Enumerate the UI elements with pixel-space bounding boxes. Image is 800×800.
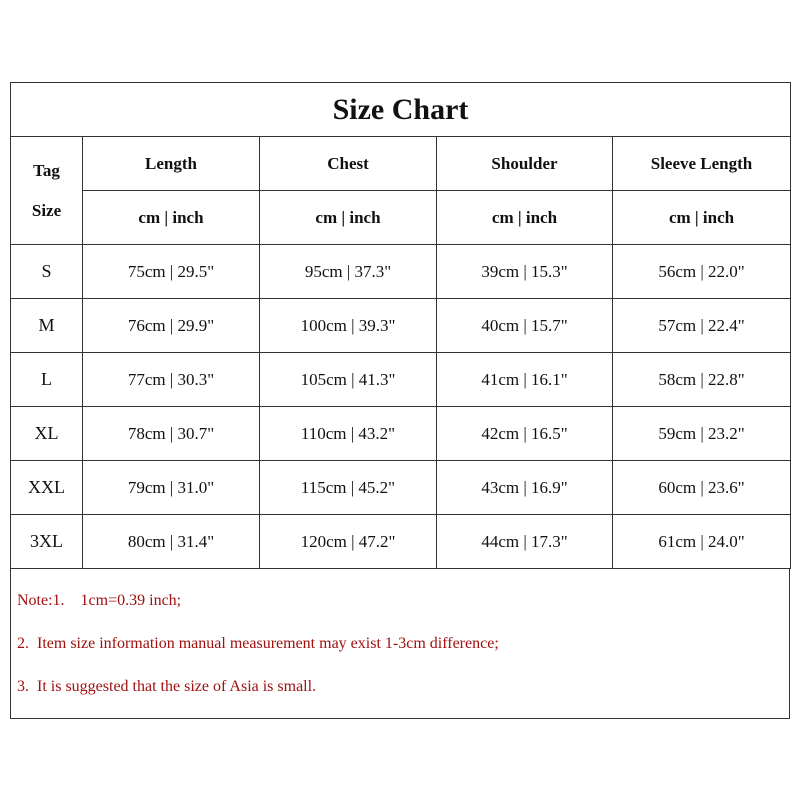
tag-size-header: [11, 137, 83, 245]
measurement-cell: 76cm | 29.9": [83, 299, 260, 353]
size-cell: M: [11, 299, 83, 353]
measurement-cell: 95cm | 37.3": [260, 245, 437, 299]
note-3: 3. It is suggested that the size of Asia is small.: [17, 678, 317, 695]
header-length: Length: [83, 137, 260, 191]
measurement-cell: 110cm | 43.2": [260, 407, 437, 461]
measurement-cell: 105cm | 41.3": [260, 353, 437, 407]
measurement-cell: 77cm | 30.3": [83, 353, 260, 407]
size-cell: 3XL: [11, 515, 83, 569]
header-sleeve-length: Sleeve Length: [613, 137, 791, 191]
measurement-cell: 78cm | 30.7": [83, 407, 260, 461]
measurement-cell: 57cm | 22.4": [613, 299, 791, 353]
unit-header: cm | inch: [260, 191, 437, 245]
measurement-cell: 60cm | 23.6": [613, 461, 791, 515]
table-row: [11, 461, 791, 515]
measurement-cell: 58cm | 22.8": [613, 353, 791, 407]
measurement-cell: 43cm | 16.9": [437, 461, 613, 515]
size-cell: S: [11, 245, 83, 299]
measurement-cell: 100cm | 39.3": [260, 299, 437, 353]
table-row: [11, 245, 791, 299]
tag-label: Tag: [33, 160, 60, 180]
notes-section: [10, 568, 790, 719]
size-cell: XL: [11, 407, 83, 461]
measurement-cell: 41cm | 16.1": [437, 353, 613, 407]
measurement-cell: 79cm | 31.0": [83, 461, 260, 515]
note-2: 2. Item size information manual measurement may exist 1-3cm difference;: [17, 635, 499, 652]
header-chest: Chest: [260, 137, 437, 191]
measurement-cell: 120cm | 47.2": [260, 515, 437, 569]
chart-title: Size Chart: [11, 83, 791, 137]
size-cell: XXL: [11, 461, 83, 515]
measurement-cell: 115cm | 45.2": [260, 461, 437, 515]
table-row: [11, 299, 791, 353]
size-chart-table: [10, 82, 791, 569]
measurement-cell: 40cm | 15.7": [437, 299, 613, 353]
table-row: [11, 407, 791, 461]
measurement-cell: 44cm | 17.3": [437, 515, 613, 569]
table-row: [11, 353, 791, 407]
note-1: Note:1. 1cm=0.39 inch;: [17, 592, 182, 609]
measurement-cell: 75cm | 29.5": [83, 245, 260, 299]
measurement-cell: 56cm | 22.0": [613, 245, 791, 299]
measurement-cell: 39cm | 15.3": [437, 245, 613, 299]
header-shoulder: Shoulder: [437, 137, 613, 191]
unit-header: cm | inch: [437, 191, 613, 245]
unit-header: cm | inch: [613, 191, 791, 245]
table-row: [11, 515, 791, 569]
unit-header: cm | inch: [83, 191, 260, 245]
measurement-cell: 59cm | 23.2": [613, 407, 791, 461]
measurement-cell: 61cm | 24.0": [613, 515, 791, 569]
size-cell: L: [11, 353, 83, 407]
size-label: Size: [31, 200, 62, 220]
measurement-cell: 80cm | 31.4": [83, 515, 260, 569]
measurement-cell: 42cm | 16.5": [437, 407, 613, 461]
